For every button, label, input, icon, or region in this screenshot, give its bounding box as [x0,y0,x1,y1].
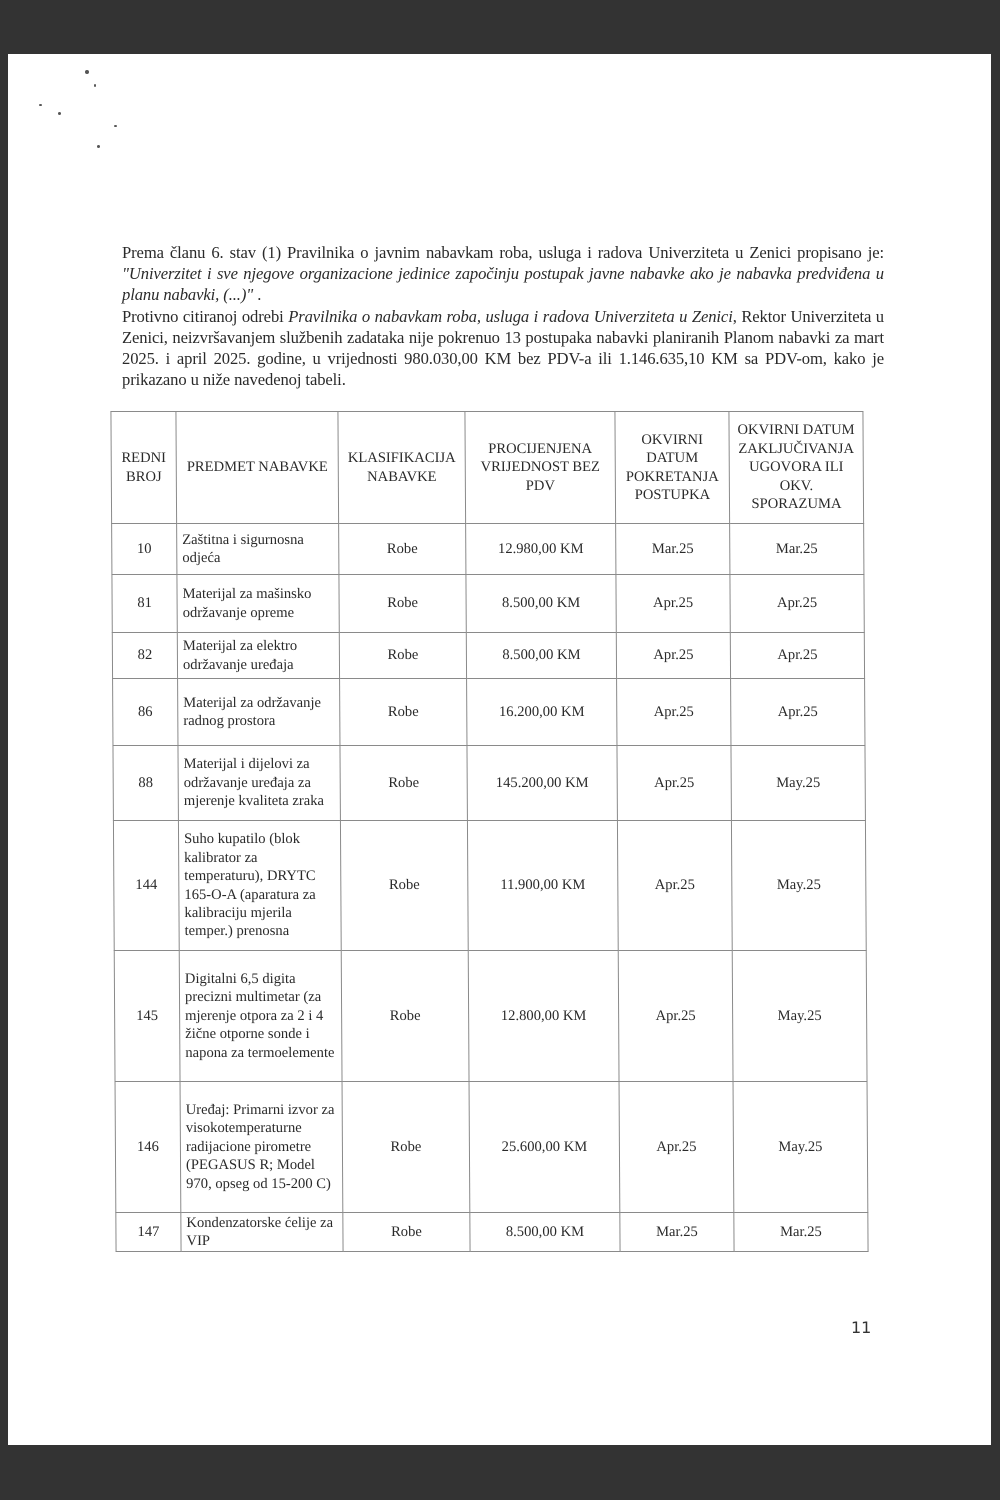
cell-class: Robe [343,1213,470,1252]
cell-start: Apr.25 [619,1082,734,1213]
cell-start: Apr.25 [616,633,730,679]
cell-value: 145.200,00 KM [467,746,617,821]
regulation-title: Pravilnika o nabavkam roba, usluga i radova Univerziteta u Zenici [288,306,733,326]
procurement-table [110,411,868,1252]
paragraph-regulation: Prema članu 6. stav (1) Pravilnika o javnim nabavkam roba, usluga i radova Univerziteta u Zenici propisano je: "Univerzitet i sve njegove organizacione jedinice započinju postupak javne nabavke ako je nabavka predviđena u planu nabavki, (...)" . [122,243,884,305]
scan-speck [58,112,61,115]
cell-end: Mar.25 [730,524,864,575]
table-row [113,746,865,821]
cell-start: Apr.25 [616,575,730,633]
cell-value: 8.500,00 KM [466,633,616,679]
table-row [113,679,865,746]
table-row [112,633,864,679]
cell-subject: Materijal za elektro održavanje uređaja [177,633,339,679]
cell-start: Apr.25 [617,679,731,746]
cell-class: Robe [339,633,466,679]
cell-no: 144 [113,821,179,951]
cell-no: 86 [113,679,178,746]
cell-subject: Materijal za održavanje radnog prostora [178,679,340,746]
cell-end: Apr.25 [730,633,864,679]
header-datum-pokretanja: OKVIRNI DATUM POKRETANJA POSTUPKA [615,412,730,524]
regulation-quote: "Univerzitet i sve njegove organizacione jedinice započinju postupak javne nabavke ako je nabavka predviđena u planu nabavki, (...)" [122,264,884,305]
cell-end: Apr.25 [730,575,864,633]
table-row [113,821,866,951]
paragraph-finding: Protivno citiranoj odrebi Pravilnika o nabavkam roba, usluga i radova Univerziteta u Zenici, Rektor Univerziteta u Zenici, neizvršavanjem službenih zadataka nije pokrenuo 13 postupaka nabavki planiranih Planom nabavki za mart 2025. i april 2025. godine, u vrijednosti 980.030,00 KM bez PDV-a ili 1.146.635,10 KM sa PDV-om, kako je prikazano u niže navedenoj tabeli. [122,306,884,390]
cell-no: 10 [112,524,177,575]
cell-end: May.25 [731,821,866,951]
cell-start: Apr.25 [618,951,733,1082]
table-header-row [111,412,864,524]
cell-end: Apr.25 [731,679,865,746]
cell-subject: Zaštitna i sigurnosna odjeća [177,524,339,575]
table-row [116,1213,868,1252]
cell-value: 12.980,00 KM [466,524,616,575]
cell-no: 88 [113,746,178,821]
cell-subject: Uređaj: Primarni izvor za visokotemperaturne radijacione pirometre (PEGASUS R; Model 970, opseg od 15-200 C) [180,1082,343,1213]
table-row [112,524,864,575]
cell-class: Robe [340,821,468,951]
document-page [8,54,991,1445]
cell-class: Robe [341,951,469,1082]
cell-no: 147 [116,1213,181,1252]
cell-subject: Digitalni 6,5 digita precizni multimetar (za mjerenje otpora za 2 i 4 žične otporne sonde i napona za termoelemente [179,951,342,1082]
scan-speck [94,84,96,87]
header-procijenjena-vrijednost: PROCIJENJENA VRIJEDNOST BEZ PDV [465,412,616,524]
page-number: 11 [851,1318,872,1337]
cell-subject: Materijal i dijelovi za održavanje uređaja za mjerenje kvaliteta zraka [178,746,340,821]
scan-speck [39,104,42,106]
cell-subject: Materijal za mašinsko održavanje opreme [177,575,339,633]
cell-no: 82 [112,633,177,679]
cell-class: Robe [342,1082,470,1213]
header-predmet-nabavke: PREDMET NABAVKE [176,412,339,524]
cell-end: Mar.25 [734,1213,868,1252]
scan-speck [85,70,89,74]
cell-class: Robe [339,575,466,633]
cell-value: 16.200,00 KM [467,679,617,746]
cell-start: Apr.25 [617,746,731,821]
cell-no: 145 [114,951,180,1082]
header-datum-zakljucivanja: OKVIRNI DATUM ZAKLJUČIVANJA UGOVORA ILI OKV. SPORAZUMA [729,412,864,524]
table-row [115,1082,868,1213]
table-row [114,951,867,1082]
header-klasifikacija: KLASIFIKACIJA NABAVKE [338,412,466,524]
cell-start: Apr.25 [617,821,732,951]
cell-value: 12.800,00 KM [468,951,619,1082]
cell-no: 146 [115,1082,181,1213]
header-redni-broj: REDNI BROJ [111,412,177,524]
cell-class: Robe [340,679,467,746]
cell-no: 81 [112,575,177,633]
cell-class: Robe [340,746,467,821]
scan-speck [114,125,117,127]
cell-value: 11.900,00 KM [467,821,618,951]
cell-value: 25.600,00 KM [469,1082,620,1213]
cell-end: May.25 [731,746,865,821]
cell-start: Mar.25 [620,1213,734,1252]
cell-subject: Suho kupatilo (blok kalibrator za temperaturu), DRYTC 165-O-A (aparatura za kalibraciju mjerila temper.) prenosna [178,821,341,951]
cell-end: May.25 [733,1082,868,1213]
cell-subject: Kondenzatorske ćelije za VIP [181,1213,343,1252]
cell-value: 8.500,00 KM [470,1213,620,1252]
table-row [112,575,864,633]
cell-start: Mar.25 [616,524,730,575]
cell-value: 8.500,00 KM [466,575,616,633]
cell-class: Robe [339,524,466,575]
body-text [122,242,884,390]
scan-speck [97,145,100,148]
cell-end: May.25 [732,951,867,1082]
